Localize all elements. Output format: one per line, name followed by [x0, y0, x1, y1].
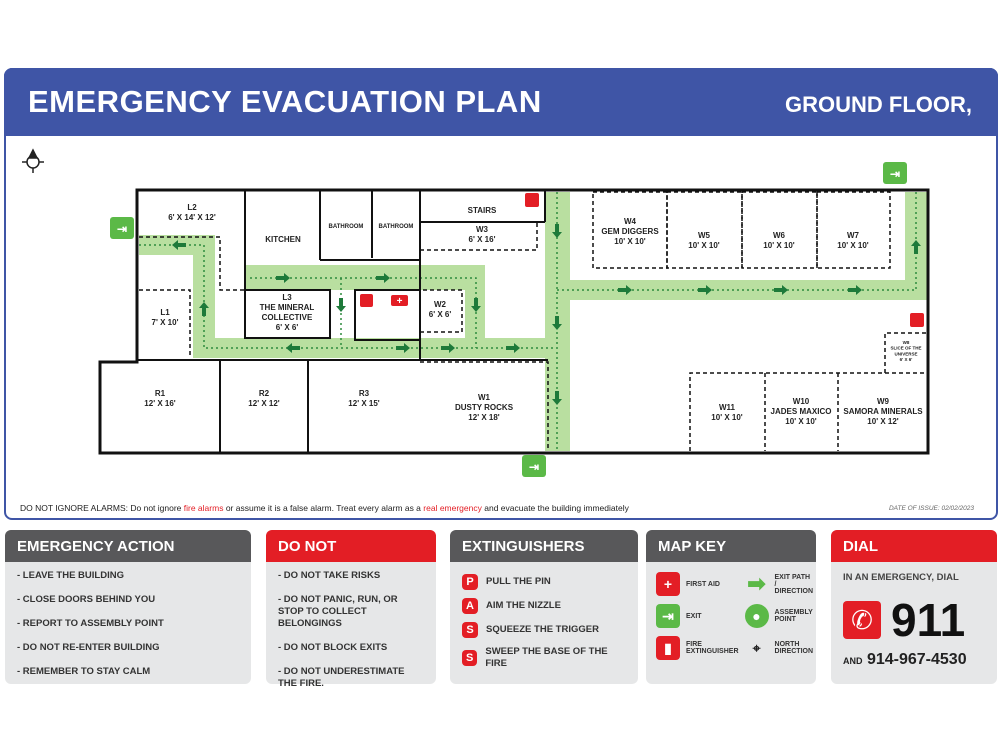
list-item: - CLOSE DOORS BEHIND YOU	[17, 594, 156, 605]
notice-highlight: real emergency	[423, 503, 482, 513]
room-label-w8: UNIVERSE	[894, 351, 918, 357]
room-label-l2: L2	[187, 203, 197, 212]
room-label-r2: 12' X 12'	[248, 399, 280, 408]
room-label-w4: GEM DIGGERS	[601, 227, 659, 236]
list-item: - REMEMBER TO STAY CALM	[17, 666, 151, 677]
svg-text:⇥: ⇥	[116, 222, 128, 236]
room-label-w7: W7	[847, 231, 859, 240]
room-label-l3: COLLECTIVE	[261, 313, 313, 322]
notice-text: and evacuate the building immediately	[481, 503, 629, 513]
room-label-w2: 6' X 6'	[428, 310, 452, 319]
room-label-w8: 6' X 6'	[899, 356, 913, 362]
room-label-bath1: BATHROOM	[328, 224, 364, 230]
key-label: FIRE EXTINGUISHER	[686, 641, 739, 655]
list-item: - DO NOT UNDERESTIMATE THE FIRE.	[278, 666, 405, 689]
panel-title: EMERGENCY ACTION	[5, 530, 251, 562]
extinguishers-panel	[450, 530, 638, 684]
do-not-panel	[266, 530, 436, 689]
panel-title: DIAL	[831, 530, 997, 562]
room-label-r1: R1	[154, 389, 166, 398]
room-label-w6: W6	[773, 231, 785, 240]
svg-text:⇥: ⇥	[889, 167, 901, 181]
list-item: - LEAVE THE BUILDING	[17, 570, 124, 581]
map-key-panel	[646, 530, 816, 684]
room-label-w1: DUSTY ROCKS	[454, 403, 514, 412]
issue-date: DATE OF ISSUE: 02/02/2023	[888, 505, 974, 512]
key-label: EXIT PATH / DIRECTION	[774, 573, 814, 595]
room-label-l3: 6' X 6'	[275, 323, 299, 332]
emergency-number: 911	[891, 594, 966, 646]
panel-title: DO NOT	[266, 530, 436, 562]
pass-step	[462, 646, 626, 670]
step-text: SWEEP THE BASE OF THE FIRE	[485, 646, 608, 669]
key-label: NORTH DIRECTION	[774, 641, 814, 655]
page-title: EMERGENCY EVACUATION PLAN	[28, 84, 542, 119]
room-label-w11: W11	[718, 403, 736, 412]
room-label-w11: 10' X 10'	[711, 413, 743, 422]
svg-text:+: +	[396, 296, 403, 307]
room-label-stairs: STAIRS	[467, 206, 497, 215]
room-label-w5: 10' X 10'	[688, 241, 720, 250]
exit-icon	[522, 455, 546, 477]
room-label-w9: 10' X 12'	[867, 417, 899, 426]
room-labels	[144, 203, 923, 426]
alarm-notice	[20, 503, 629, 513]
step-badge: S	[462, 650, 477, 666]
fire-extinguisher-icon: ▮	[656, 636, 680, 660]
pass-step	[462, 574, 626, 590]
alt-number: 914-967-4530	[866, 651, 967, 668]
key-label: FIRST AID	[686, 580, 720, 588]
step-badge: S	[462, 622, 478, 638]
list-item: - DO NOT PANIC, RUN, OR STOP TO COLLECT BELONGINGS	[278, 594, 398, 629]
room-label-w10: W10	[792, 397, 810, 406]
arrow-right-icon: ➡	[747, 571, 766, 596]
room-label-w4: W4	[624, 217, 636, 226]
room-label-w9: W9	[877, 397, 889, 406]
exit-icon	[883, 162, 907, 184]
room-label-r2: R2	[258, 389, 270, 398]
key-label: EXIT	[686, 612, 702, 620]
first-aid-icon: +	[656, 572, 680, 596]
step-text: PULL THE PIN	[486, 576, 551, 587]
room-label-w10: 10' X 10'	[785, 417, 817, 426]
room-label-w4: 10' X 10'	[614, 237, 646, 246]
room-label-w1: W1	[478, 393, 490, 402]
svg-text:⇥: ⇥	[528, 460, 540, 474]
room-label-w8: SLICE OF THE	[890, 345, 922, 351]
room-label-r1: 12' X 16'	[144, 399, 176, 408]
room-label-w5: W5	[698, 231, 710, 240]
key-label: ASSEMBLY POINT	[774, 609, 813, 623]
phone-icon: ✆	[843, 601, 881, 639]
room-label-l1: 7' X 10'	[151, 318, 179, 327]
first-aid-icon	[391, 295, 408, 307]
list-item: - REPORT TO ASSEMBLY POINT	[17, 618, 164, 629]
room-label-l3: L3	[282, 293, 292, 302]
room-label-bath2: BATHROOM	[378, 224, 414, 230]
list-item: - DO NOT TAKE RISKS	[278, 570, 381, 581]
notice-text: or assume it is a false alarm. Treat every alarm as a	[223, 503, 424, 513]
room-label-w9: SAMORA MINERALS	[843, 407, 923, 416]
room-label-r3: R3	[358, 389, 370, 398]
exit-icon: ⇥	[656, 604, 680, 628]
notice-text: DO NOT IGNORE ALARMS: Do not ignore	[20, 503, 184, 513]
step-text: AIM THE NIZZLE	[486, 600, 561, 611]
assembly-point-icon: ●	[745, 604, 769, 628]
dial-panel	[831, 530, 997, 684]
room-label-w2: W2	[434, 300, 446, 309]
fire-extinguisher-icon	[910, 313, 924, 327]
room-label-l1: L1	[160, 308, 170, 317]
dial-intro: IN AN EMERGENCY, DIAL	[843, 572, 959, 583]
fire-extinguisher-icon	[360, 294, 373, 307]
panel-title: MAP KEY	[646, 530, 816, 562]
pass-step	[462, 598, 626, 614]
step-text: SQUEEZE THE TRIGGER	[486, 624, 599, 635]
room-label-l2: 6' X 14' X 12'	[168, 213, 216, 222]
room-label-r3: 12' X 15'	[348, 399, 380, 408]
room-label-w1: 12' X 18'	[468, 413, 500, 422]
north-direction-icon	[22, 150, 44, 173]
floor-label: GROUND FLOOR,	[785, 92, 972, 117]
room-label-w10: JADES MAXICO	[770, 407, 832, 416]
notice-highlight: fire alarms	[183, 503, 224, 513]
room-label-w3: 6' X 16'	[468, 235, 496, 244]
panel-title: EXTINGUISHERS	[450, 530, 638, 562]
room-label-w3: W3	[476, 225, 488, 234]
room-label-w7: 10' X 10'	[837, 241, 869, 250]
emergency-action-panel	[5, 530, 251, 684]
room-label-kitchen: KITCHEN	[265, 235, 301, 244]
fire-extinguisher-icon	[525, 193, 539, 207]
list-item: - DO NOT BLOCK EXITS	[278, 642, 388, 653]
room-label-w8: W8	[902, 340, 910, 345]
and-label: AND	[843, 656, 863, 666]
list-item: - DO NOT RE-ENTER BUILDING	[17, 642, 160, 653]
room-label-l3: THE MINERAL	[259, 303, 315, 312]
exit-icon	[110, 217, 134, 239]
step-badge: P	[462, 574, 478, 590]
room-label-w6: 10' X 10'	[763, 241, 795, 250]
north-direction-icon: ⌖	[752, 640, 761, 656]
step-badge: A	[462, 598, 478, 614]
pass-step	[462, 622, 626, 638]
